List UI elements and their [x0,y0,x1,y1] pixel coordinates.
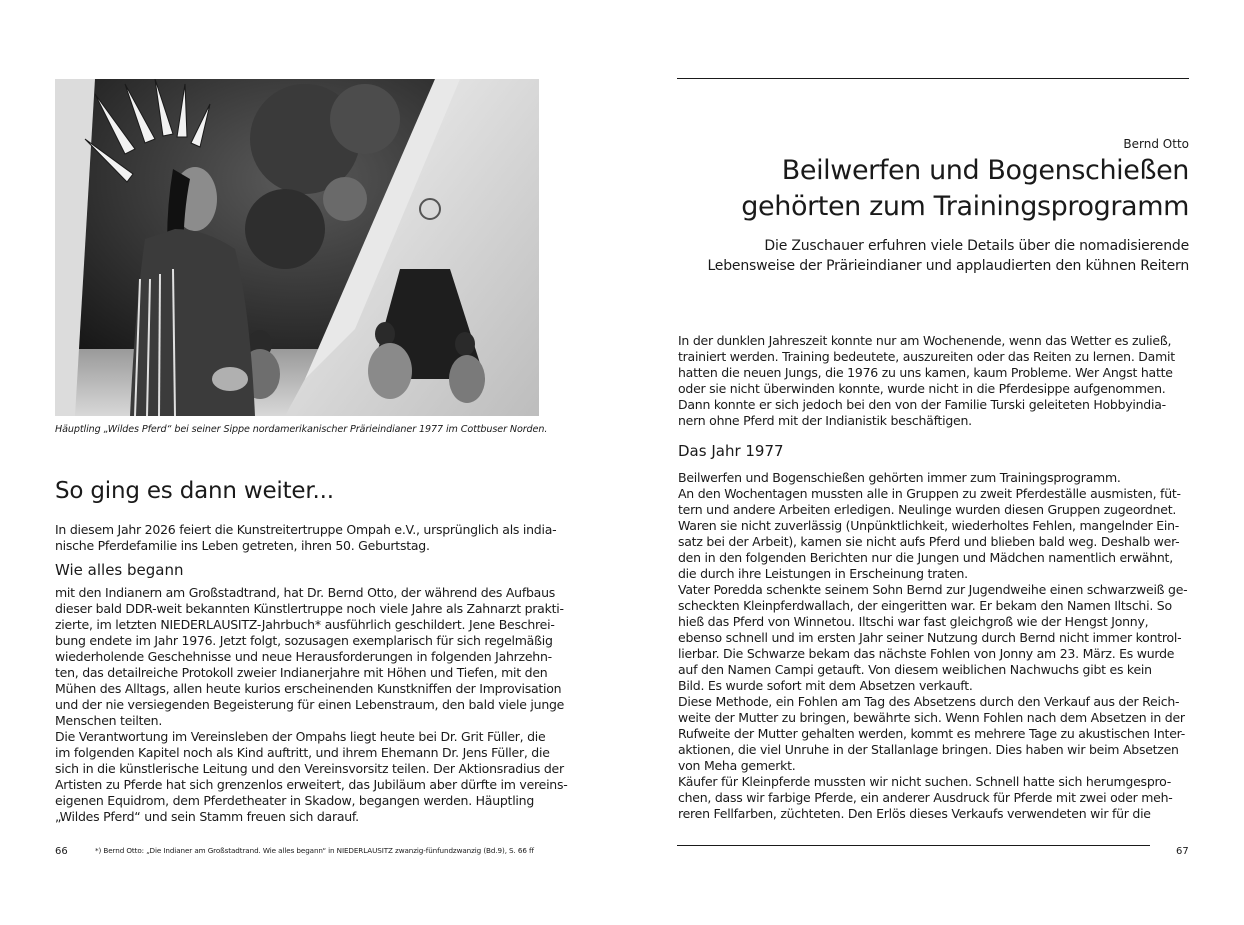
text-line: auf den Namen Campi getauft. Von diesem weiblichen Nachwuchs gibt es kein [678,662,1152,677]
text-line: ten, das detailreiche Protokoll zweier Indianerjahre mit Höhen und Tiefen, mit den [55,665,548,680]
text-line: Beilwerfen und Bogenschießen gehörten immer zum Trainingsprogramm. [678,470,1121,485]
text-line: und der nie versiegenden Begeisterung für einen Lebenstraum, den bald viele junge [55,697,565,712]
lead-line: Lebensweise der Prärieindianer und applaudierten den kühnen Reitern [707,258,1189,274]
text-line: Vater Poredda schenkte seinem Sohn Bernd zur Jugendweihe einen schwarzweiß ge- [678,582,1188,597]
text-line: Käufer für Kleinpferde mussten wir nicht suchen. Schnell hatte sich herumgespro- [678,774,1172,789]
text-line: Mühen des Alltags, allen heute kurios erscheinenden Kunstkniffen der Improvisation [55,681,562,696]
text-line: scheckten Kleinpferdwallach, der eingeritten war. Er bekam den Namen Iltschi. So [678,598,1172,613]
text-line: hatten die neuen Jungs, die 1976 zu uns kamen, kaum Probleme. Wer Angst hatte [678,365,1173,380]
text-line: wiederholende Geschehnisse und neue Herausforderungen in folgenden Jahrzehn- [55,649,552,664]
text-line: Menschen teilten. [55,713,163,728]
text-line: In der dunklen Jahreszeit konnte nur am Wochenende, wenn das Wetter es zuließ, [678,333,1172,348]
text-line: Bild. Es wurde sofort mit dem Absetzen verkauft. [678,678,973,693]
text-line: Rufweite der Mutter gehalten werden, kommt es mehrere Tage zu akustischen Inter- [678,726,1185,741]
title-line: gehörten zum Trainingsprogramm [741,191,1189,222]
text-line: Dann konnte er sich jedoch bei den von der Familie Turski geleiteten Hobbyindia- [678,397,1166,412]
text-line: eigenen Equidrom, dem Pferdetheater in Skadow, begangen werden. Häuptling [55,793,535,808]
text-line: chen, dass wir farbige Pferde, ein anderer Ausdruck für Pferde mit zwei oder meh- [678,790,1173,805]
text-line: satz bei der Arbeit), kamen sie nicht aufs Pferd und blieben bald weg. Deshalb wer- [678,534,1180,549]
author-name: Bernd Otto [1123,137,1189,151]
title-line: Beilwerfen und Bogenschießen [781,155,1189,186]
page-number-right: 67 [1176,846,1189,857]
text-line: dieser bald DDR-weit bekannten Künstlertruppe noch viele Jahre als Zahnarzt prakti- [55,601,564,616]
section-heading: So ging es dann weiter... [55,478,334,504]
lead-line: Die Zuschauer erfuhren viele Details über die nomadisierende [764,238,1189,254]
text-line: An den Wochentagen mussten alle in Gruppen zu zweit Pferdeställe ausmisten, füt- [678,486,1181,501]
photo-illustration [55,79,539,416]
text-line: In diesem Jahr 2026 feiert die Kunstreitertruppe Ompah e.V., ursprünglich als india- [55,522,557,537]
text-line: hieß das Pferd von Winnetou. Iltschi war fast gleichgroß wie der Hengst Jonny, [678,614,1149,629]
subheading: Das Jahr 1977 [678,442,784,460]
text-line: „Wildes Pferd“ und sein Stamm freuen sich darauf. [55,809,359,824]
photo-caption: Häuptling „Wildes Pferd“ bei seiner Sippe nordamerikanischer Prärieindianer 1977 im Cottbuser Norden. [55,424,548,435]
text-line: nern ohne Pferd mit der Indianistik beschäftigen. [678,413,972,428]
footnote: *) Bernd Otto: „Die Indianer am Großstadtrand. Wie alles begann“ in NIEDERLAUSITZ zwanzig-fünfundzwanzig (Bd.9), S. 66 ff [95,846,534,855]
text-line: zierte, im letzten NIEDERLAUSITZ-Jahrbuch* ausführlich geschildert. Jene Beschrei- [55,617,555,632]
page-number-left: 66 [55,846,68,857]
text-line: Die Verantwortung im Vereinsleben der Ompahs liegt heute bei Dr. Grit Füller, die [55,729,546,744]
text-line: Diese Methode, ein Fohlen am Tag des Absetzens durch den Verkauf aus der Reich- [678,694,1180,709]
text-line: ebenso schnell und im ersten Jahr seiner Nutzung durch Bernd nicht immer kontrol- [678,630,1182,645]
text-line: mit den Indianern am Großstadtrand, hat Dr. Bernd Otto, der während des Aufbaus [55,585,556,600]
subheading: Wie alles begann [55,561,184,579]
text-line: tern und andere Arbeiten erledigen. Neulinge wurden diesen Gruppen zugeordnet. [678,502,1177,517]
text-line: sich in die künstlerische Leitung und den Vereinsvorsitz teilen. Der Aktionsradius der [55,761,564,776]
text-line: Waren sie nicht zuverlässig (Unpünktlichkeit, wiederholtes Fehlen, mangelnder Ein- [678,518,1180,533]
text-line: trainiert werden. Training bedeutete, auszureiten oder das Reiten zu lernen. Damit [678,349,1175,364]
text-line: aktionen, die viel Unruhe in der Stallanlage bringen. Dies haben wir beim Absetzen [678,742,1179,757]
top-rule [677,78,1189,79]
text-line: oder sie nicht überwinden konnte, wurde nicht in die Pferdesippe aufgenommen. [678,381,1166,396]
text-line: von Meha gemerkt. [678,758,796,773]
text-line: im folgenden Kapitel noch als Kind auftritt, und ihrem Ehemann Dr. Jens Füller, die [55,745,550,760]
text-line: bung endete im Jahr 1976. Jetzt folgt, sozusagen exemplarisch für sich regelmäßig [55,633,553,648]
text-line: lierbar. Die Schwarze bekam das nächste Fohlen von Jonny am 23. März. Es wurde [678,646,1175,661]
bottom-rule [677,845,1150,846]
text-line: nische Pferdefamilie ins Leben getreten, ihren 50. Geburtstag. [55,538,430,553]
text-line: reren Fellfarben, züchteten. Den Erlös dieses Verkaufs verwendeten wir für die [678,806,1151,821]
historic-photo [55,79,539,416]
text-line: weite der Mutter zu bringen, bewährte sich. Wenn Fohlen nach dem Absetzen in der [678,710,1185,725]
text-line: die durch ihre Leistungen in Erscheinung traten. [678,566,968,581]
text-line: den in den folgenden Berichten nur die Jungen und Mädchen namentlich erwähnt, [678,550,1173,565]
text-line: Artisten zu Pferde hat sich grenzenlos erweitert, das Jubiläum aber dürfte im vereins- [55,777,568,792]
